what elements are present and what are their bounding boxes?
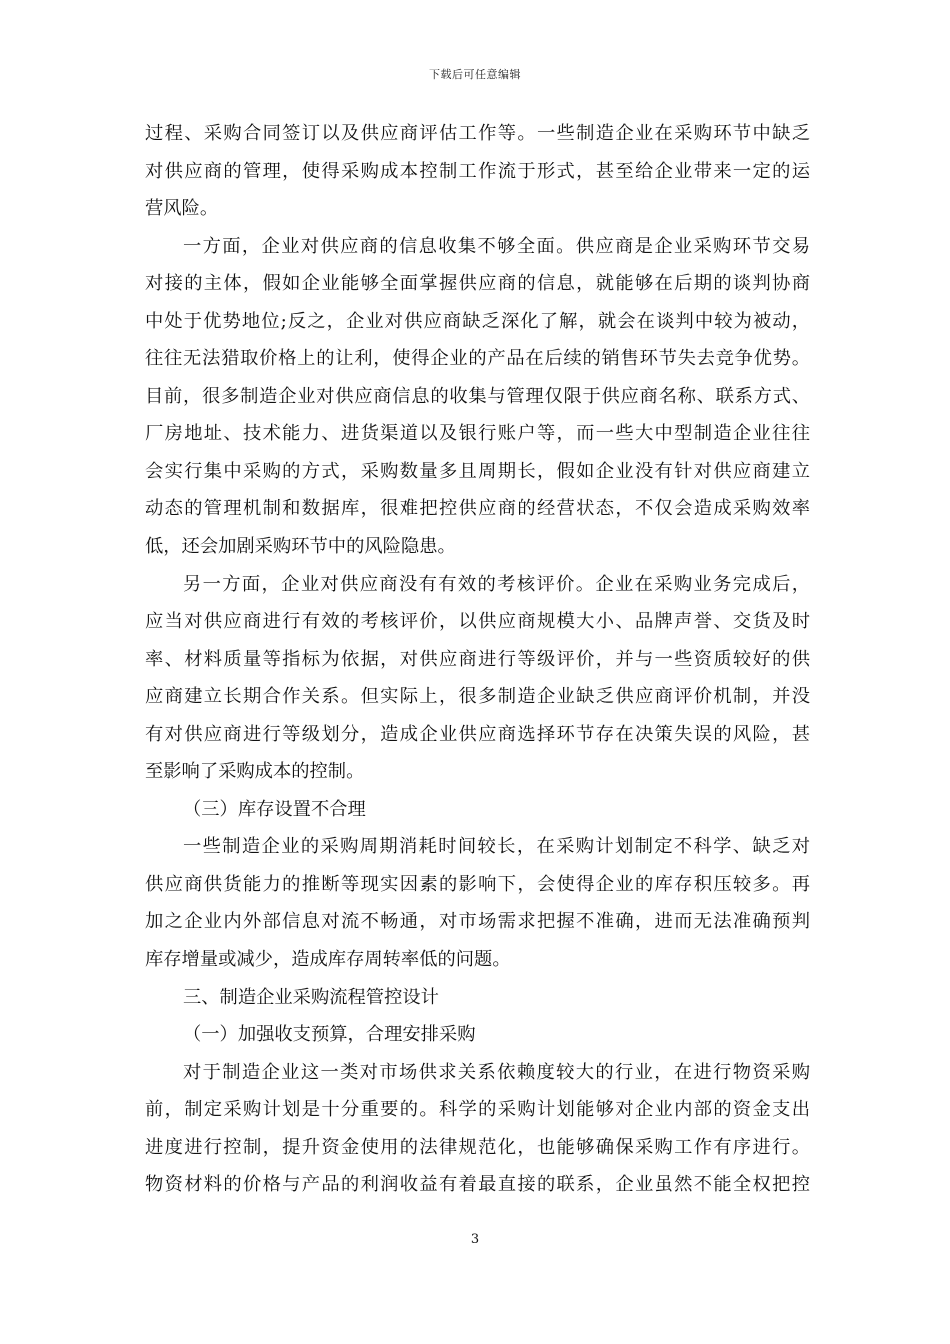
- text-line: 往往无法猎取价格上的让利，使得企业的产品在后续的销售环节失去竞争优势。: [145, 348, 810, 370]
- text-line: 三、制造企业采购流程管控设计: [183, 986, 439, 1008]
- text-line: 应当对供应商进行有效的考核评价，以供应商规模大小、品牌声誉、交货及时: [145, 611, 810, 633]
- text-line: 对供应商的管理，使得采购成本控制工作流于形式，甚至给企业带来一定的运: [145, 160, 810, 182]
- text-line: 对接的主体，假如企业能够全面掌握供应商的信息，就能够在后期的谈判协商: [145, 273, 810, 295]
- text-line: 目前，很多制造企业对供应商信息的收集与管理仅限于供应商名称、联系方式、: [145, 385, 810, 407]
- text-line: 中处于优势地位;反之，企业对供应商缺乏深化了解，就会在谈判中较为被动，: [145, 310, 810, 332]
- text-line: 过程、采购合同签订以及供应商评估工作等。一些制造企业在采购环节中缺乏: [145, 123, 810, 144]
- text-line: 厂房地址、技术能力、进货渠道以及银行账户等，而一些大中型制造企业往往: [145, 423, 810, 445]
- text-line: （一）加强收支预算，合理安排采购: [183, 1024, 476, 1046]
- text-line: 进度进行控制，提升资金使用的法律规范化，也能够确保采购工作有序进行。: [145, 1136, 810, 1158]
- text-line: 有对供应商进行等级划分，造成企业供应商选择环节存在决策失误的风险，甚: [145, 723, 810, 745]
- page-number: 3: [470, 1232, 480, 1247]
- text-line: 供应商供货能力的推断等现实因素的影响下，会使得企业的库存积压较多。再: [145, 873, 810, 895]
- text-line: 动态的管理机制和数据库，很难把控供应商的经营状态，不仅会造成采购效率: [145, 498, 810, 520]
- text-line: 物资材料的价格与产品的利润收益有着最直接的联系，企业虽然不能全权把控: [145, 1174, 810, 1196]
- text-line: 一方面，企业对供应商的信息收集不够全面。供应商是企业采购环节交易: [183, 235, 810, 257]
- text-line: 加之企业内外部信息对流不畅通，对市场需求把握不准确，进而无法准确预判: [145, 911, 810, 933]
- text-line: 一些制造企业的采购周期消耗时间较长，在采购计划制定不科学、缺乏对: [183, 836, 810, 858]
- text-line: 营风险。: [145, 198, 219, 220]
- text-line: 低，还会加剧采购环节中的风险隐患。: [145, 536, 456, 558]
- text-line: （三）库存设置不合理: [183, 798, 366, 820]
- document-body: [145, 115, 810, 1204]
- text-line: 库存增量或减少，造成库存周转率低的问题。: [145, 949, 511, 971]
- text-line: 另一方面，企业对供应商没有有效的考核评价。企业在采购业务完成后，: [183, 573, 810, 595]
- text-line: 对于制造企业这一类对市场供求关系依赖度较大的行业，在进行物资采购: [183, 1061, 810, 1083]
- page-header: 下载后可任意编辑: [429, 68, 521, 81]
- text-line: 前，制定采购计划是十分重要的。科学的采购计划能够对企业内部的资金支出: [145, 1099, 810, 1121]
- text-line: 应商建立长期合作关系。但实际上，很多制造企业缺乏供应商评价机制，并没: [145, 686, 810, 708]
- text-line: 至影响了采购成本的控制。: [145, 761, 365, 783]
- text-line: 会实行集中采购的方式，采购数量多且周期长，假如企业没有针对供应商建立: [145, 460, 810, 482]
- text-line: 率、材料质量等指标为依据，对供应商进行等级评价，并与一些资质较好的供: [145, 648, 810, 670]
